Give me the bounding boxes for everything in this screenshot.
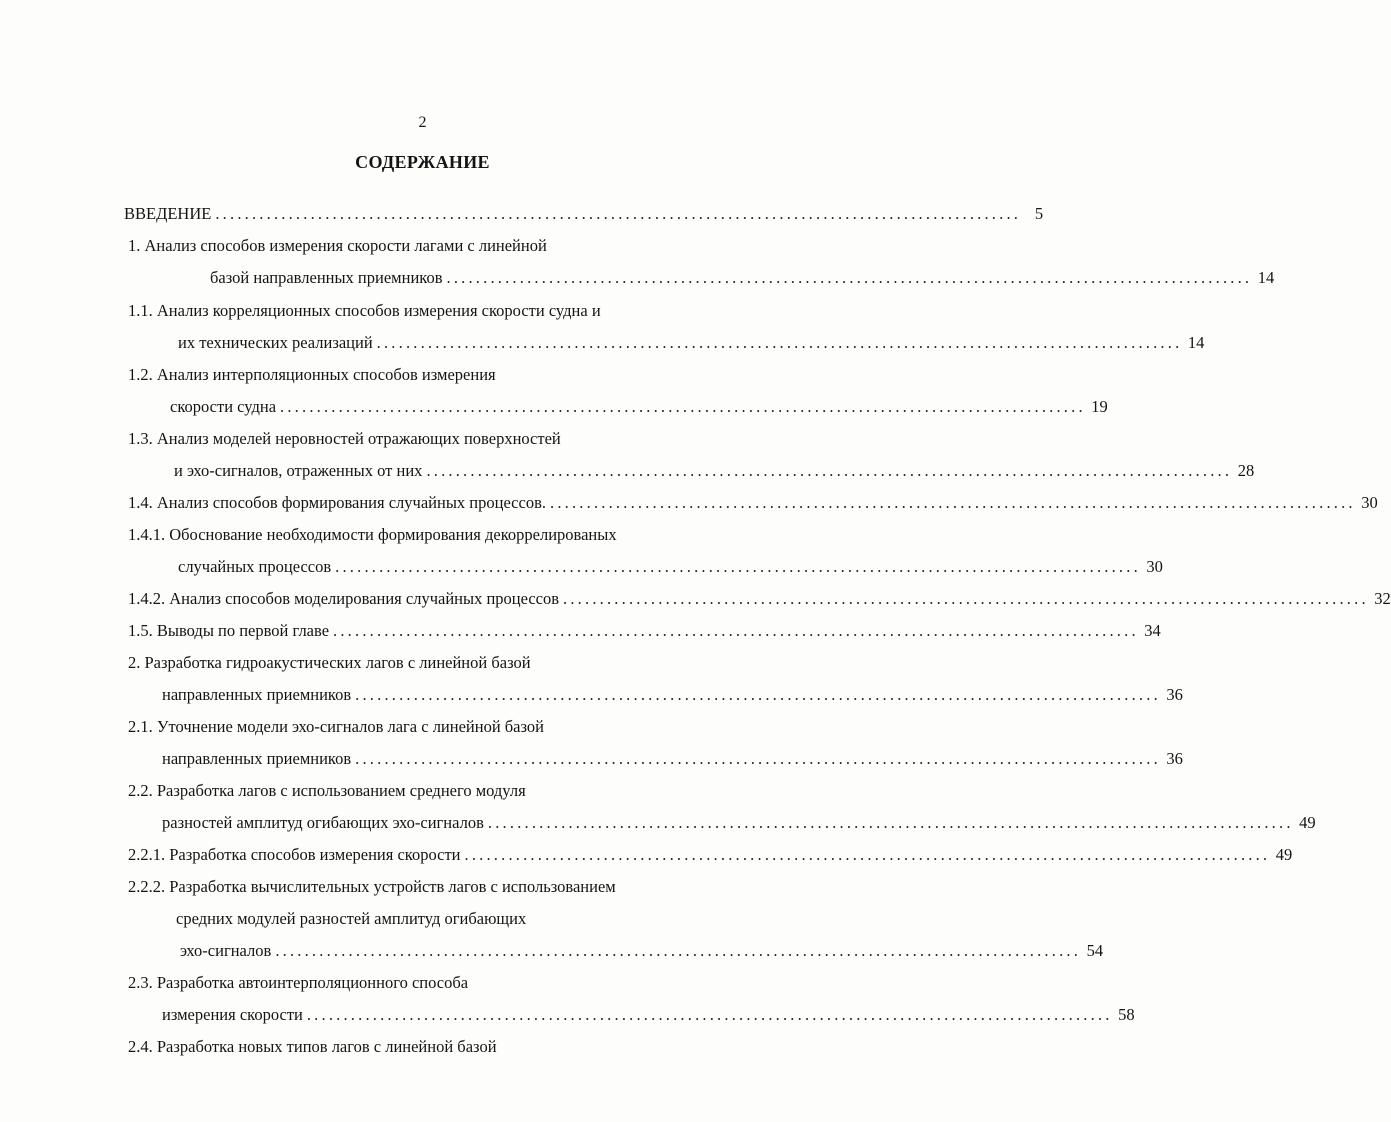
toc-entry [128,1036,497,1058]
toc-leader-dots: .............................................................................................................. [333,621,1139,640]
toc-entry-text: 2.2. Разработка лагов с использованием среднего модуля [128,781,526,800]
toc-entry [128,620,1161,642]
toc-entry [124,203,1044,225]
toc-leader-dots: .............................................................................................................. [426,461,1233,480]
toc-entry-page: 49 [1299,813,1316,832]
toc-entry-text: 1.1. Анализ корреляционных способов измерения скорости судна и [128,301,601,320]
toc-entry-page: 54 [1086,941,1104,960]
toc-entry-page: 34 [1144,621,1161,640]
toc-entry [180,940,1104,962]
toc-entry [128,780,526,802]
toc-entry [128,972,468,994]
toc-leader-dots: .............................................................................................................. [355,685,1161,704]
toc-entry-text: разностей амплитуд огибающих эхо-сигналов [162,813,484,832]
toc-entry-text: и эхо-сигналов, отраженных от них [174,461,423,480]
toc-entry [174,460,1255,482]
toc-leader-dots: .............................................................................................................. [280,397,1086,416]
toc-entry-text: 1.5. Выводы по первой главе [128,621,330,640]
toc-leader-dots: .............................................................................................................. [446,268,1253,287]
toc-entry [128,844,1293,866]
toc-entry-text: ВВЕДЕНИЕ [124,204,212,223]
toc-entry-text: 1.4.1. Обоснование необходимости формирования декоррелированых [128,525,617,544]
toc-entry-text: эхо-сигналов [180,941,272,960]
toc-entry [128,588,1391,610]
toc-leader-dots: .............................................................................................................. [487,813,1294,832]
toc-entry [162,812,1316,834]
toc-entry [128,652,531,674]
toc-entry-text: случайных процессов [178,557,332,576]
toc-entry-text: 1.2. Анализ интерполяционных способов измерения [128,365,496,384]
toc-entry-text: 1. Анализ способов измерения скорости лагами с линейной [128,236,547,255]
toc-entry [128,876,616,898]
toc-entry-text: направленных приемников [162,749,352,768]
toc-entry [128,524,617,546]
page-number: 2 [418,114,427,131]
toc-entry-text: их технических реализаций [178,333,373,352]
toc-leader-dots: .............................................................................................................. [464,845,1271,864]
toc-entry [128,428,561,450]
toc-entry-page: 58 [1118,1005,1135,1024]
toc-entry-text: 2.1. Уточнение модели эхо-сигналов лага с линейной базой [128,717,545,736]
toc-entry [162,1004,1135,1026]
toc-entry [170,396,1108,418]
toc-entry-text: средних модулей разностей амплитуд огибающих [176,909,527,928]
toc-entry-page: 28 [1237,461,1255,480]
toc-entry [162,748,1183,770]
toc-entry-text: 1.3. Анализ моделей неровностей отражающих поверхностей [128,429,561,448]
toc-entry [178,556,1163,578]
toc-entry-page: 49 [1275,845,1293,864]
toc-entry-page: 30 [1361,493,1378,512]
toc-entry-page: 19 [1091,397,1108,416]
toc-entry-text: 2.2.1. Разработка способов измерения скорости [128,845,461,864]
toc-entry [128,300,601,322]
toc-entry-text: 2. Разработка гидроакустических лагов с линейной базой [128,653,531,672]
toc-entry-text: измерения скорости [162,1005,303,1024]
toc-leader-dots: .............................................................................................................. [376,333,1183,352]
toc-entry-text: скорости судна [170,397,277,416]
toc-entry-text: 1.4. Анализ способов формирования случайных процессов. [128,493,546,512]
toc-entry-page: 5 [1034,204,1044,223]
page-title: СОДЕРЖАНИЕ [355,152,490,172]
toc-entry-page: 14 [1257,268,1275,287]
toc-entry-text: базой направленных приемников [210,268,443,287]
toc-entry-page: 36 [1166,685,1183,704]
toc-leader-dots: .............................................................................................................. [550,493,1356,512]
toc-entry [176,908,526,930]
toc-leader-dots: .............................................................................................................. [306,1005,1113,1024]
toc-entry-page: 14 [1187,333,1205,352]
toc-entry-page: 36 [1166,749,1183,768]
toc-entry [210,267,1275,289]
toc-leader-dots: .............................................................................................................. [563,589,1369,608]
toc-leader-dots: .............................................................................................................. [215,204,1022,223]
toc-leader-dots: .............................................................................................................. [275,941,1082,960]
toc-leader-dots: .............................................................................................................. [335,557,1141,576]
toc-entry [128,364,496,386]
toc-entry-page: 30 [1146,557,1163,576]
toc-entry [128,235,547,257]
toc-entry-text: направленных приемников [162,685,352,704]
toc-entry-text: 2.3. Разработка автоинтерполяционного способа [128,973,469,992]
toc-leader-dots: .............................................................................................................. [355,749,1161,768]
toc-entry [128,716,544,738]
toc-entry-text: 1.4.2. Анализ способов моделирования случайных процессов [128,589,560,608]
toc-entry [128,492,1378,514]
toc-entry-text: 2.4. Разработка новых типов лагов с линейной базой [128,1037,497,1056]
toc-entry-text: 2.2.2. Разработка вычислительных устройств лагов с использованием [128,877,616,896]
toc-entry [178,332,1205,354]
toc-entry-page: 32 [1374,589,1391,608]
toc-entry [162,684,1183,706]
